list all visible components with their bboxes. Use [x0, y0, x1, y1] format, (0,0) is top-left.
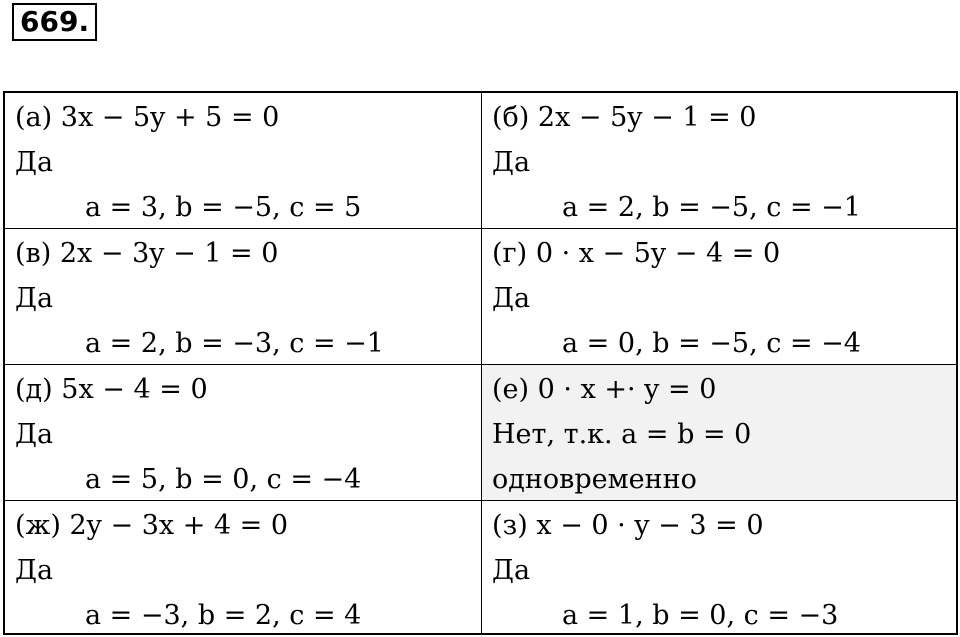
verdict: Да [15, 419, 54, 450]
equation-line [492, 95, 946, 140]
equation-line [15, 503, 471, 548]
item-label: (е) [492, 374, 530, 405]
problem-number: 669. [12, 3, 97, 41]
coefficients: a = 5, b = 0, c = −4 [85, 464, 362, 495]
equation: 0 · x − 5y − 4 = 0 [535, 238, 781, 269]
cell-a [5, 93, 482, 229]
answers-table [3, 91, 958, 635]
equation: x − 0 · y − 3 = 0 [536, 510, 764, 541]
equation-line [15, 367, 471, 412]
verdict-continuation: одновременно [492, 464, 697, 495]
verdict: Да [15, 283, 54, 314]
cell-zh [5, 501, 482, 633]
cell-v [5, 229, 482, 365]
equation: 2x − 3y − 1 = 0 [59, 238, 279, 269]
verdict: Да [15, 147, 54, 178]
verdict: Да [492, 147, 531, 178]
item-label: (а) [15, 102, 53, 133]
item-label: (з) [492, 510, 528, 541]
coefficients: a = 0, b = −5, c = −4 [562, 328, 861, 359]
item-label: (в) [15, 238, 52, 269]
equation-line [15, 95, 471, 140]
equation: 5x − 4 = 0 [61, 374, 208, 405]
item-label: (г) [492, 238, 528, 269]
verdict: Да [492, 283, 531, 314]
verdict: Да [15, 555, 54, 586]
coefficients: a = −3, b = 2, c = 4 [85, 600, 362, 631]
equation-line [492, 367, 946, 412]
cell-z [482, 501, 956, 633]
verdict: Нет, т.к. a = b = 0 [492, 419, 752, 450]
equation: 2x − 5y − 1 = 0 [537, 102, 757, 133]
item-label: (ж) [15, 510, 61, 541]
cell-d [5, 365, 482, 501]
coefficients: a = 2, b = −3, c = −1 [85, 328, 384, 359]
coefficients: a = 3, b = −5, c = 5 [85, 192, 362, 223]
equation-line [492, 503, 946, 548]
equation-line [492, 231, 946, 276]
coefficients: a = 1, b = 0, c = −3 [562, 600, 839, 631]
verdict: Да [492, 555, 531, 586]
item-label: (б) [492, 102, 530, 133]
equation-line [15, 231, 471, 276]
equation: 3x − 5y + 5 = 0 [60, 102, 280, 133]
cell-b [482, 93, 956, 229]
item-label: (д) [15, 374, 53, 405]
equation: 0 · x +· y = 0 [537, 374, 717, 405]
cell-e [482, 365, 956, 501]
equation: 2y − 3x + 4 = 0 [69, 510, 289, 541]
cell-g [482, 229, 956, 365]
coefficients: a = 2, b = −5, c = −1 [562, 192, 861, 223]
